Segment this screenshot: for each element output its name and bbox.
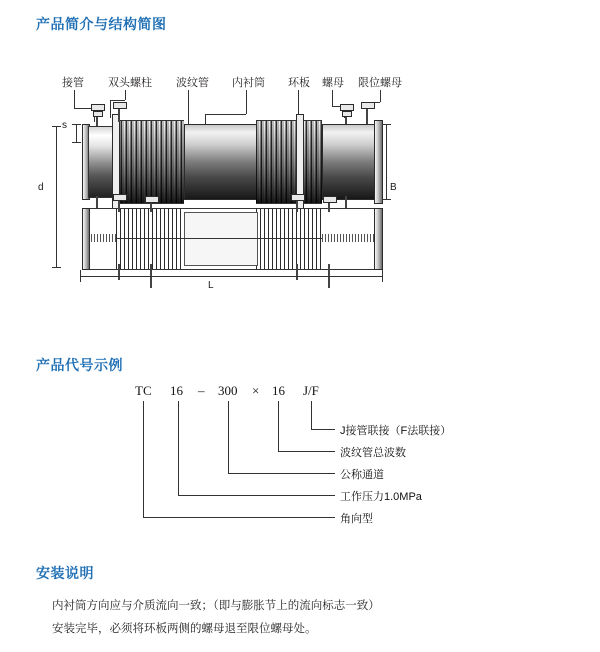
install-line-1: 内衬筒方向应与介质流向一致；（即与膨胀节上的流向标志一致） (52, 600, 380, 612)
code-legend-1: 波纹管总波数 (340, 447, 406, 459)
code-dash: – (198, 383, 205, 398)
dimension-label-d: d (38, 182, 44, 193)
callout-label-luomu: 螺母 (322, 77, 344, 89)
callout-label-jieguan: 接管 (62, 77, 84, 89)
code-legend-2: 公称通道 (340, 469, 384, 481)
section-title-intro: 产品简介与结构简图 (36, 16, 167, 32)
install-instructions (52, 598, 572, 644)
callout-label-neichentong: 内衬筒 (232, 77, 265, 89)
code-size: 16 (170, 383, 183, 398)
install-line-2: 安装完毕，必须将环板两侧的螺母退至限位螺母处。 (52, 623, 317, 635)
code-legend-3: 工作压力1.0MPa (340, 491, 422, 503)
callout-label-xianweiluomu: 限位螺母 (358, 77, 402, 89)
section-title-install: 安装说明 (36, 565, 94, 581)
code-legend-0: J接管联接（F法联接） (340, 425, 452, 437)
code-legend-4: 角向型 (340, 513, 373, 525)
callout-label-bowenguan: 波纹管 (176, 77, 209, 89)
code-waves: 16 (272, 383, 285, 398)
code-suffix: J/F (303, 383, 319, 398)
code-prefix: TC (135, 383, 152, 398)
dimension-label-L: L (208, 280, 214, 291)
product-code-diagram (0, 375, 600, 555)
code-times: × (252, 383, 260, 398)
code-dn: 300 (218, 383, 238, 398)
dimension-label-s: s (62, 120, 67, 131)
section-title-code: 产品代号示例 (36, 357, 123, 373)
structure-diagram (0, 62, 600, 292)
callout-label-huanban: 环板 (288, 77, 310, 89)
callout-label-shuangtou: 双头螺柱 (108, 77, 152, 89)
dimension-label-B: B (390, 182, 397, 193)
